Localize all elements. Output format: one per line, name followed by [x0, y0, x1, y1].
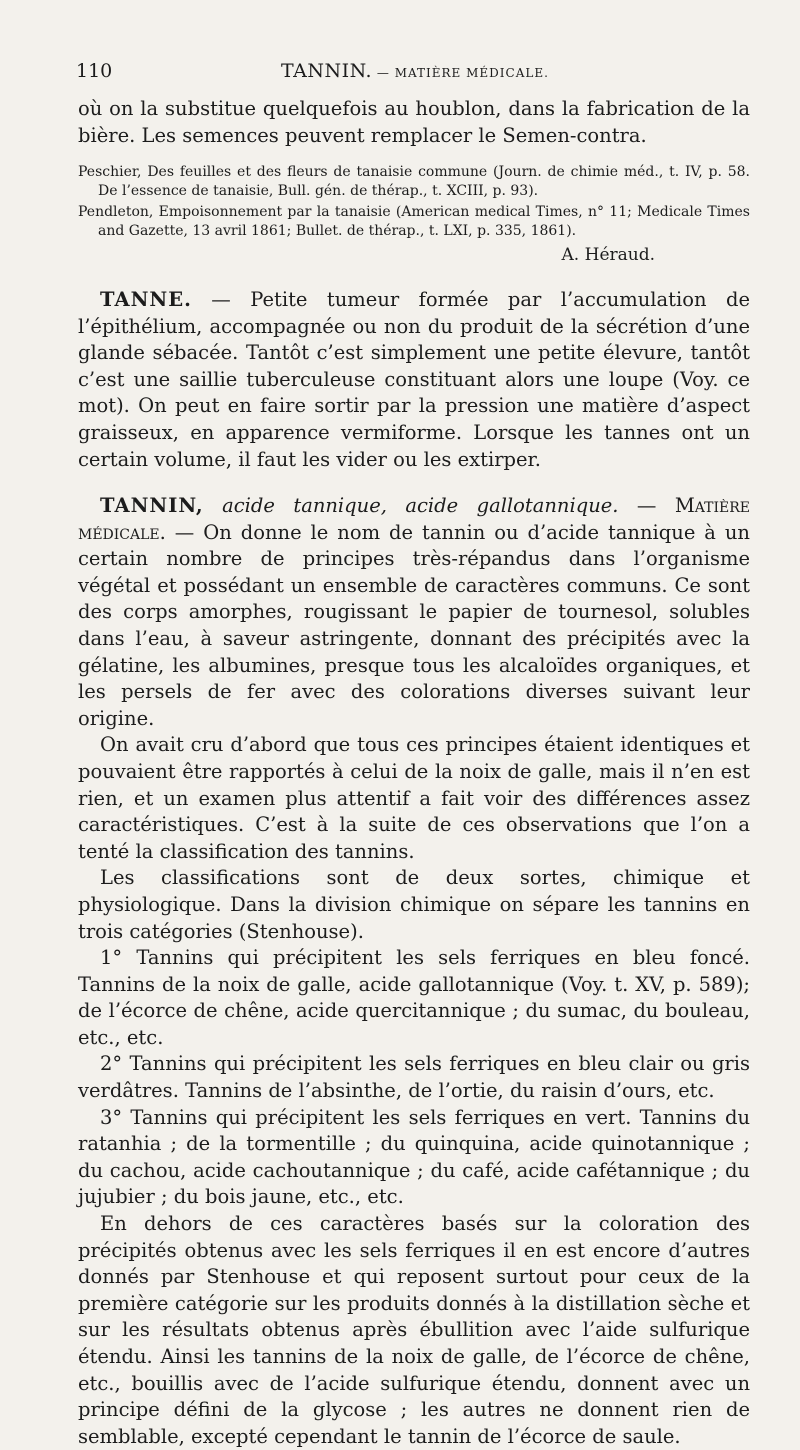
tannin-paragraph: 2° Tannins qui précipitent les sels ferriques en bleu clair ou gris verdâtres. Tannins de l’absinthe, de l’ortie, du raisin d’ours, etc.	[78, 1052, 750, 1103]
running-header	[76, 60, 746, 90]
continuation-paragraph: où on la substitue quelquefois au houblon, dans la fabrication de la bière. Les semences peuvent remplacer le Semen-contra.	[78, 97, 750, 147]
tannin-intro	[78, 493, 750, 732]
entry-tanne	[78, 287, 750, 473]
tannin-paragraph: Les classifications sont de deux sortes, chimique et physiologique. Dans la division chimique on sépare les tannins en trois catégories (Stenhouse).	[78, 866, 750, 943]
tanne-text: — Petite tumeur formée par l’accumulation de l’épithélium, accompagnée ou non du produit de la sécrétion d’une glande sébacée. Tantôt c’est simplement une petite élevure, tantôt c’est une saillie tuberculeuse constituant alors une loupe (Voy. ce mot). On peut en faire sortir par la pression une matière d’aspect graisseux, en apparence vermiforme. Lorsque les tannes ont un certain volume, il faut les vider ou les extirper.	[78, 288, 750, 471]
headword-tannin: TANNIN,	[100, 494, 204, 517]
section-label: — Matière médicale.	[78, 494, 751, 544]
author-signature: A. Héraud.	[561, 245, 655, 265]
running-title-main: TANNIN.	[281, 60, 373, 82]
biblio-entry: Pendleton, Empoisonnement par la tanaisie (American medical Times, n° 11; Medicale Times and Gazette, 13 avril 1861; Bullet. de thérap., t. LXI, p. 335, 1861).	[78, 204, 750, 239]
tannin-paragraph: 3° Tannins qui précipitent les sels ferriques en vert. Tannins du ratanhia ; de la tormentille ; du quinquina, acide quinotannique ; du cachou, acide cachoutannique ; du café, acide cafétannique ; du jujubier ; du bois jaune, etc., etc.	[78, 1105, 750, 1209]
tannin-paragraph: 1° Tannins qui précipitent les sels ferriques en bleu foncé. Tannins de la noix de galle, acide gallotannique (Voy. t. XV, p. 589); de l’écorce de chêne, acide quercitannique ; du sumac, du bouleau, etc., etc.	[78, 946, 750, 1049]
tannin-paragraph: On avait cru d’abord que tous ces principes étaient identiques et pouvaient être rapportés à celui de la noix de galle, mais il n’en est rien, et un examen plus attentif a fait voir des différences assez caractéristiques. C’est à la suite de ces observations que l’on a tenté la classification des tannins.	[78, 733, 750, 863]
page-number: 110	[76, 60, 113, 82]
running-title-sub: — MATIÈRE MÉDICALE.	[372, 66, 549, 80]
tannin-p1: — On donne le nom de tannin ou d’acide tannique à un certain nombre de principes très-répandus dans l’organisme végétal et possédant un ensemble de caractères communs. Ce sont des corps amorphes, rougissant le papier de tournesol, solubles dans l’eau, à saveur astringente, donnant des précipités avec la gélatine, les albumines, presque tous les alcaloïdes organiques, et les persels de fer avec des colorations diverses suivant leur origine.	[78, 520, 750, 730]
biblio-entry: Peschier, Des feuilles et des fleurs de tanaisie commune (Journ. de chimie méd., t. IV, p. 58. De l’essence de tanaisie, Bull. gén. de thérap., t. XCIII, p. 93).	[78, 164, 750, 199]
running-title	[281, 60, 549, 82]
headword-tanne: TANNE.	[100, 288, 192, 311]
entry-tannin	[78, 493, 750, 1450]
bibliography	[78, 163, 750, 241]
tannin-paragraph: En dehors de ces caractères basés sur la coloration des précipités obtenus avec les sels ferriques il en est encore d’autres donnés par Stenhouse et qui reposent surtout pour ceux de la première catégorie sur les produits donnés à la distillation sèche et sur les résultats obtenus après ébullition avec l’aide sulfurique étendu. Ainsi les tannins de la noix de galle, de l’écorce de chêne, etc., bouillis avec de l’acide sulfurique étendu, donnent avec un principe défini de la glycose ; les autres ne donnent rien de semblable, excepté cependant le tannin de l’écorce de saule.	[78, 1212, 750, 1448]
tannin-synonyms: acide tannique, acide gallotannique.	[203, 494, 619, 517]
